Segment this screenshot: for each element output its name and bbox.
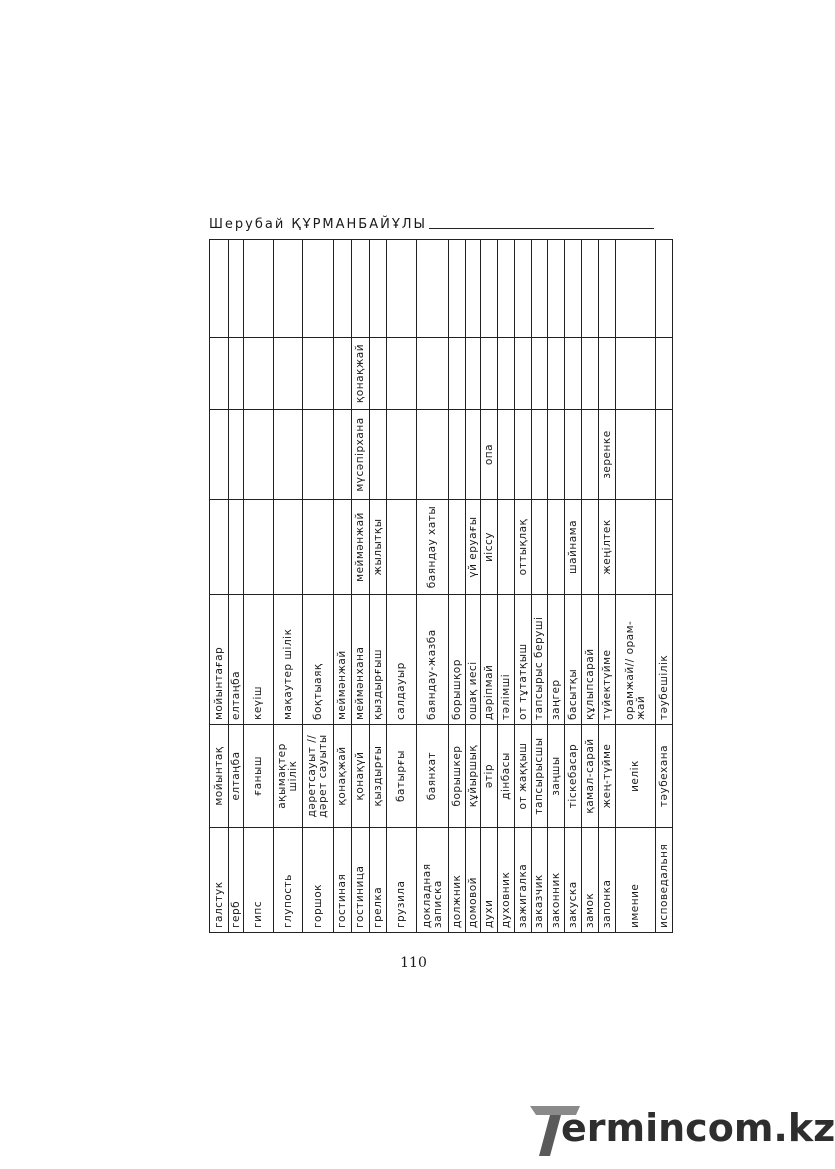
- table-cell: [387, 410, 417, 500]
- terms-table-rotated: [209, 240, 670, 933]
- table-cell: құлыпсарай: [582, 595, 599, 725]
- table-cell: құйыршық: [466, 725, 481, 828]
- table-cell: [532, 410, 548, 500]
- table-cell: духовник: [498, 828, 515, 933]
- table-cell: [498, 240, 515, 338]
- table-cell: [387, 240, 417, 338]
- table-cell: [370, 338, 387, 410]
- table-cell: [582, 240, 599, 338]
- table-cell: заңгер: [548, 595, 565, 725]
- table-cell: [656, 240, 673, 338]
- table-cell: тапсырысшы: [532, 725, 548, 828]
- table-cell: [565, 338, 582, 410]
- table-row: [229, 240, 244, 933]
- table-row: [210, 240, 229, 933]
- table-cell: [498, 500, 515, 595]
- table-cell: жеңілтек: [599, 500, 616, 595]
- table-cell: меймәнжай: [334, 595, 352, 725]
- table-row: [565, 240, 582, 933]
- author-name: Шерубай ҚҰРМАНБАЙҰЛЫ: [209, 217, 428, 232]
- table-cell: [656, 500, 673, 595]
- table-cell: [548, 500, 565, 595]
- table-cell: оттықлақ: [515, 500, 532, 595]
- table-cell: меймәнхана: [352, 595, 370, 725]
- table-cell: [481, 240, 498, 338]
- table-cell: галстук: [210, 828, 229, 933]
- table-cell: [515, 338, 532, 410]
- table-cell: иіссу: [481, 500, 498, 595]
- table-cell: [582, 338, 599, 410]
- table-cell: должник: [449, 828, 466, 933]
- table-cell: замок: [582, 828, 599, 933]
- table-row: [274, 240, 303, 933]
- table-cell: мойынтағар: [210, 595, 229, 725]
- table-cell: [616, 338, 656, 410]
- table-cell: гостиная: [334, 828, 352, 933]
- running-head: [209, 212, 654, 232]
- table-cell: тіскебасар: [565, 725, 582, 828]
- table-cell: [656, 338, 673, 410]
- table-cell: [417, 338, 449, 410]
- logo-text: ermincom.kz: [561, 1106, 835, 1150]
- table-cell: [449, 240, 466, 338]
- table-cell: [244, 240, 274, 338]
- table-cell: иелік: [616, 725, 656, 828]
- table-cell: ақымақтер шілік: [274, 725, 303, 828]
- table-cell: заказчик: [532, 828, 548, 933]
- table-row: [515, 240, 532, 933]
- table-cell: [616, 410, 656, 500]
- table-cell: глупость: [274, 828, 303, 933]
- table-cell: [449, 338, 466, 410]
- table-cell: әтір: [481, 725, 498, 828]
- table-cell: [210, 410, 229, 500]
- table-cell: гипс: [244, 828, 274, 933]
- table-cell: шайнама: [565, 500, 582, 595]
- table-cell: [210, 240, 229, 338]
- table-cell: [616, 500, 656, 595]
- table-cell: гостиница: [352, 828, 370, 933]
- table-cell: мақаутер шілік: [274, 595, 303, 725]
- table-cell: докладная записка: [417, 828, 449, 933]
- table-cell: горшок: [303, 828, 334, 933]
- table-cell: [370, 410, 387, 500]
- table-cell: [303, 500, 334, 595]
- table-cell: баяндау-жазба: [417, 595, 449, 725]
- table-cell: [274, 410, 303, 500]
- table-cell: тапсырыс беруші: [532, 595, 548, 725]
- table-cell: дінбасы: [498, 725, 515, 828]
- table-cell: [565, 410, 582, 500]
- table-cell: [387, 500, 417, 595]
- table-cell: [498, 410, 515, 500]
- table-cell: баяндау хаты: [417, 500, 449, 595]
- table-cell: батырғы: [387, 725, 417, 828]
- table-cell: баянхат: [417, 725, 449, 828]
- table-cell: [352, 240, 370, 338]
- table-cell: [303, 338, 334, 410]
- table-cell: тәубехана: [656, 725, 673, 828]
- table-cell: орамжай// орам-жай: [616, 595, 656, 725]
- table-cell: [548, 410, 565, 500]
- table-cell: [244, 410, 274, 500]
- table-cell: [582, 410, 599, 500]
- table-row: [498, 240, 515, 933]
- page-number: 110: [400, 955, 427, 971]
- table-cell: қыздырғыш: [370, 595, 387, 725]
- table-cell: [532, 240, 548, 338]
- table-cell: [449, 500, 466, 595]
- table-row: [334, 240, 352, 933]
- table-cell: дәріпмай: [481, 595, 498, 725]
- table-cell: салдауыр: [387, 595, 417, 725]
- table-cell: запонка: [599, 828, 616, 933]
- table-cell: түйектүйме: [599, 595, 616, 725]
- table-cell: [582, 500, 599, 595]
- table-cell: қамал-сарай: [582, 725, 599, 828]
- table-cell: грелка: [370, 828, 387, 933]
- table-cell: домовой: [466, 828, 481, 933]
- table-cell: [565, 240, 582, 338]
- table-row: [449, 240, 466, 933]
- table-cell: [334, 500, 352, 595]
- table-cell: [334, 240, 352, 338]
- table-row: [481, 240, 498, 933]
- table-cell: [210, 500, 229, 595]
- table-cell: қонақүй: [352, 725, 370, 828]
- table-cell: [417, 240, 449, 338]
- table-row: [656, 240, 673, 933]
- table-cell: [656, 410, 673, 500]
- table-cell: [548, 240, 565, 338]
- table-cell: [417, 410, 449, 500]
- table-cell: [303, 240, 334, 338]
- table-row: [616, 240, 656, 933]
- table-row: [370, 240, 387, 933]
- table-cell: [466, 240, 481, 338]
- table-cell: [244, 338, 274, 410]
- table-cell: [616, 240, 656, 338]
- table-cell: [229, 410, 244, 500]
- table-cell: [274, 338, 303, 410]
- table-cell: [498, 338, 515, 410]
- table-cell: [466, 338, 481, 410]
- table-cell: герб: [229, 828, 244, 933]
- table-cell: [210, 338, 229, 410]
- table-row: [599, 240, 616, 933]
- table-cell: имение: [616, 828, 656, 933]
- table-cell: елтаңба: [229, 725, 244, 828]
- table-cell: [599, 240, 616, 338]
- table-cell: [274, 240, 303, 338]
- table-row: [244, 240, 274, 933]
- table-row: [532, 240, 548, 933]
- table-cell: жылытқы: [370, 500, 387, 595]
- table-cell: закуска: [565, 828, 582, 933]
- table-row: [387, 240, 417, 933]
- table-cell: [515, 240, 532, 338]
- table-cell: жең-түйме: [599, 725, 616, 828]
- table-row: [303, 240, 334, 933]
- table-cell: зажигалка: [515, 828, 532, 933]
- table-cell: борышкер: [449, 725, 466, 828]
- table-cell: исповедальня: [656, 828, 673, 933]
- table-cell: қонақжай: [334, 725, 352, 828]
- table-cell: опа: [481, 410, 498, 500]
- table-cell: [481, 338, 498, 410]
- table-cell: боқтыаяқ: [303, 595, 334, 725]
- table-cell: [229, 338, 244, 410]
- table-cell: тәлімші: [498, 595, 515, 725]
- table-cell: зеренке: [599, 410, 616, 500]
- table-cell: [370, 240, 387, 338]
- table-row: [548, 240, 565, 933]
- table-cell: [334, 410, 352, 500]
- table-cell: үй еруағы: [466, 500, 481, 595]
- table-cell: [515, 410, 532, 500]
- table-cell: [387, 338, 417, 410]
- header-rule: [429, 228, 654, 229]
- table-cell: [229, 240, 244, 338]
- table-cell: от тұтатқыш: [515, 595, 532, 725]
- table-row: [417, 240, 449, 933]
- table-row: [352, 240, 370, 933]
- table-cell: [532, 338, 548, 410]
- table-cell: [274, 500, 303, 595]
- terms-table: [209, 239, 673, 933]
- table-cell: от жаққыш: [515, 725, 532, 828]
- table-cell: меймәнжай: [352, 500, 370, 595]
- table-cell: заңшы: [548, 725, 565, 828]
- table-cell: мүсәпірхана: [352, 410, 370, 500]
- terminco-logo: [528, 1100, 835, 1160]
- table-cell: грузила: [387, 828, 417, 933]
- table-cell: ошақ иесі: [466, 595, 481, 725]
- table-cell: [244, 500, 274, 595]
- table-cell: басытқы: [565, 595, 582, 725]
- table-row: [466, 240, 481, 933]
- table-cell: [466, 410, 481, 500]
- table-cell: [334, 338, 352, 410]
- table-cell: дәретсауыт // дәрет сауыты: [303, 725, 334, 828]
- table-cell: тәубешілік: [656, 595, 673, 725]
- table-cell: ғаныш: [244, 725, 274, 828]
- table-cell: [303, 410, 334, 500]
- table-cell: кеүіш: [244, 595, 274, 725]
- table-cell: елтаңба: [229, 595, 244, 725]
- table-cell: қонақжай: [352, 338, 370, 410]
- table-row: [582, 240, 599, 933]
- table-cell: [548, 338, 565, 410]
- table-cell: законник: [548, 828, 565, 933]
- table-cell: [532, 500, 548, 595]
- table-cell: [229, 500, 244, 595]
- terms-table-frame: [209, 240, 670, 933]
- table-cell: мойынтақ: [210, 725, 229, 828]
- table-cell: қыздырғы: [370, 725, 387, 828]
- table-cell: борышқор: [449, 595, 466, 725]
- table-cell: [599, 338, 616, 410]
- table-cell: духи: [481, 828, 498, 933]
- table-cell: [449, 410, 466, 500]
